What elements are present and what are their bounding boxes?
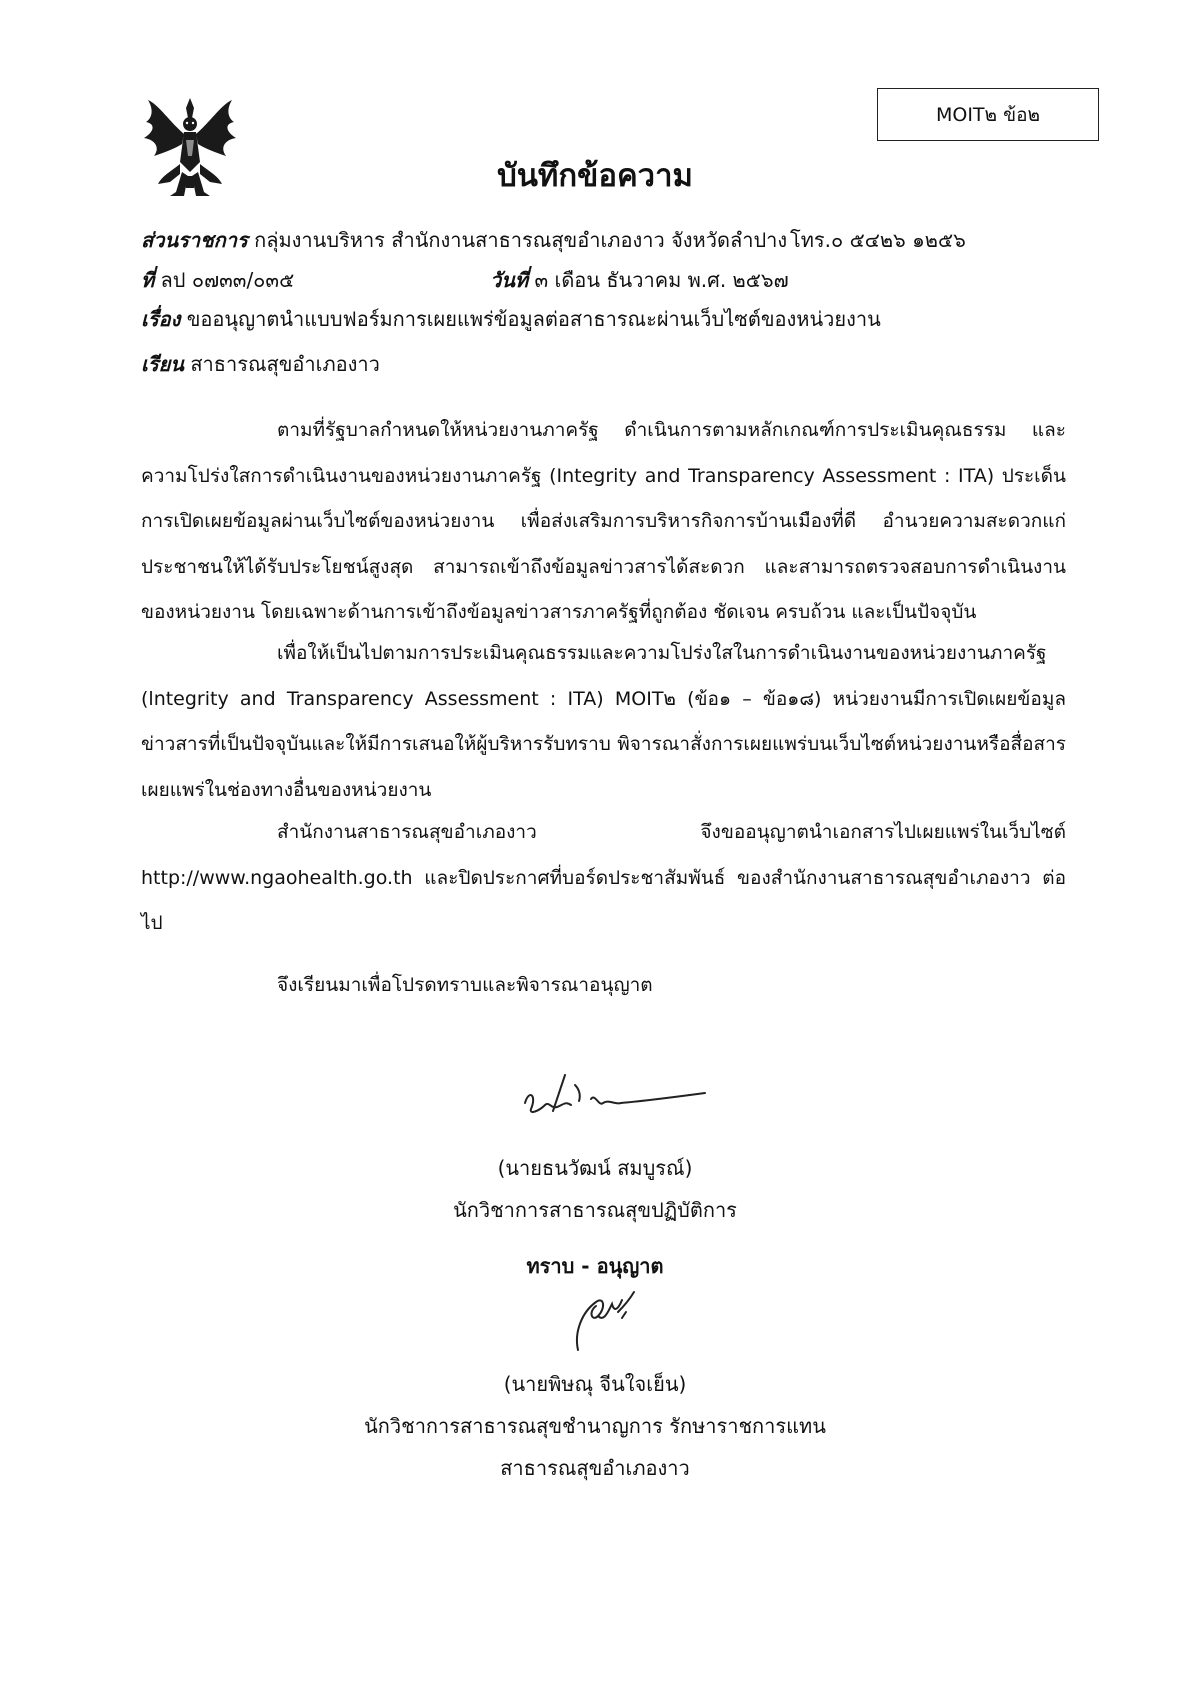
body-paragraph-4 (141, 963, 1066, 1009)
subject-value: ขออนุญาตนำแบบฟอร์มการเผยแพร่ข้อมูลต่อสาธารณะผ่านเว็บไซต์ของหน่วยงาน (186, 307, 881, 331)
agency-value: กลุ่มงานบริหาร สำนักงานสาธารณสุขอำเภองาว จังหวัดลำปาง (254, 228, 788, 252)
signer-1-name: (นายธนวัฒน์ สมบูรณ์) (497, 1156, 693, 1180)
signer-2-position: นักวิชาการสาธารณสุขชำนาญการ รักษาราชการแทน (364, 1414, 826, 1438)
moit-label-box (877, 88, 1099, 141)
body-paragraph-1 (141, 408, 1066, 636)
ref-value: ลป ๐๗๓๓/๐๓๕ (160, 268, 295, 292)
body-paragraph-4-text: จึงเรียนมาเพื่อโปรดทราบและพิจารณาอนุญาต (277, 974, 653, 996)
agency-label: ส่วนราชการ (141, 228, 248, 252)
body-paragraph-2 (141, 631, 1066, 813)
signature-2 (548, 1282, 648, 1357)
date-value: ๓ เดือน ธันวาคม พ.ศ. ๒๕๖๗ (534, 268, 789, 292)
subject-line (141, 303, 881, 335)
phone-number: โทร.๐ ๕๔๒๖ ๑๒๕๖ (790, 228, 966, 252)
approval-label: ทราบ - อนุญาต (526, 1254, 664, 1278)
signer-2-position-2: สาธารณสุขอำเภองาว (500, 1456, 690, 1480)
date-label: วันที่ (490, 268, 529, 292)
signer-1-position: นักวิชาการสาธารณสุขปฏิบัติการ (453, 1198, 737, 1222)
to-line (141, 348, 380, 380)
body-paragraph-3-text: สำนักงานสาธารณสุขอำเภองาว จึงขออนุญาตนำเอกสารไปเผยแพร่ในเว็บไซต์ http://www.ngaohealth.go.th และปิดประกาศที่บอร์ดประชาสัมพันธ์ ของสำนักงานสาธารณสุขอำเภองาว ต่อไป (141, 821, 1066, 934)
agency-line (141, 224, 787, 256)
to-value: สาธารณสุขอำเภองาว (190, 352, 380, 376)
body-paragraph-2-text: เพื่อให้เป็นไปตามการประเมินคุณธรรมและความโปร่งใสในการดำเนินงานของหน่วยงานภาครัฐ (lntegrity and Transparency Assessment : ITA) MOIT๒ (ข้อ๑ – ข้อ๑๘) หน่วยงานมีการเปิดเผยข้อมูลข่าวสารที่เป็นปัจจุบันและให้มีการเสนอให้ผู้บริหารรับทราบ พิจารณาสั่งการเผยแพร่บนเว็บไซต์หน่วยงานหรือสื่อสารเผยแพร่ในช่องทางอื่นของหน่วยงาน (141, 642, 1066, 801)
ref-label: ที่ (141, 268, 155, 292)
page-title: บันทึกข้อความ (497, 158, 693, 194)
body-paragraph-3 (141, 810, 1066, 947)
ref-line (141, 264, 294, 296)
moit-label: MOIT๒ ข้อ๒ (935, 103, 1041, 126)
date-line (490, 264, 789, 296)
subject-label: เรื่อง (141, 307, 181, 331)
to-label: เรียน (141, 352, 184, 376)
signer-2-name: (นายพิษณุ จีนใจเย็น) (503, 1372, 687, 1396)
signature-1 (515, 1065, 715, 1120)
body-paragraph-1-text: ตามที่รัฐบาลกำหนดให้หน่วยงานภาครัฐ ดำเนินการตามหลักเกณฑ์การประเมินคุณธรรม และความโปร่งใสการดำเนินงานของหน่วยงานภาครัฐ (Integrity and Transparency Assessment : ITA) ประเด็นการเปิดเผยข้อมูลผ่านเว็บไซต์ของหน่วยงาน เพื่อส่งเสริมการบริหารกิจการบ้านเมืองที่ดี อำนวยความสะดวกแก่ประชาชนให้ได้รับประโยชน์สูงสุด สามารถเข้าถึงข้อมูลข่าวสารได้สะดวก และสามารถตรวจสอบการดำเนินงานของหน่วยงาน โดยเฉพาะด้านการเข้าถึงข้อมูลข่าวสารภาครัฐที่ถูกต้อง ชัดเจน ครบถ้วน และเป็นปัจจุบัน (141, 419, 1066, 623)
